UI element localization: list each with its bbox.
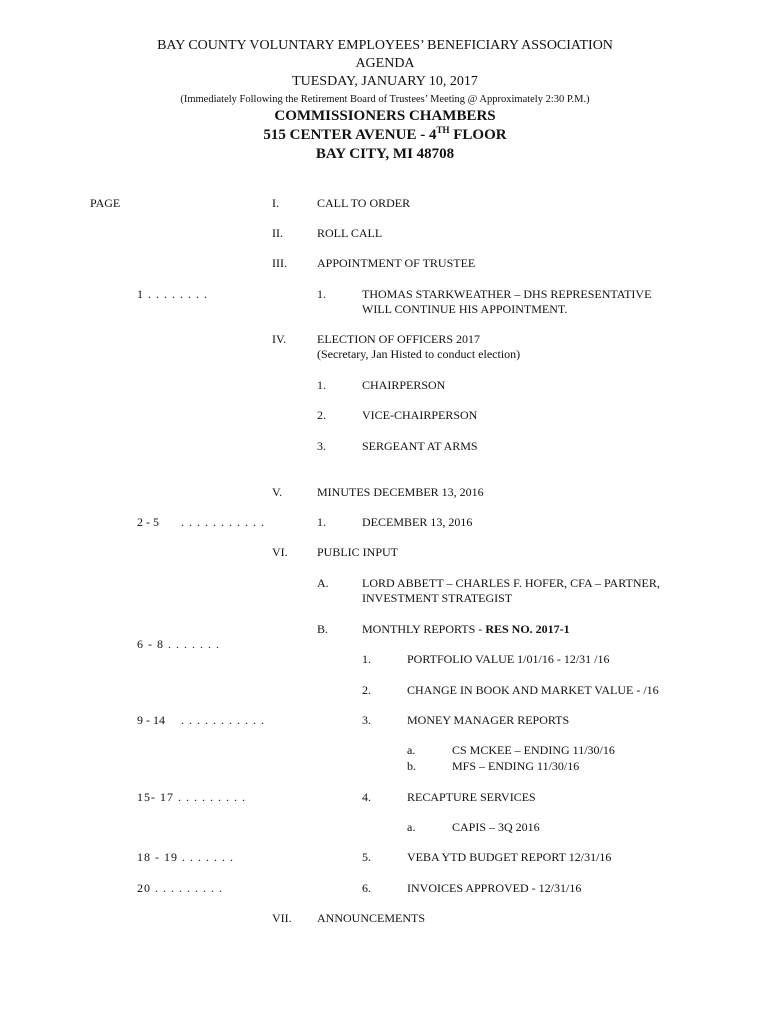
sub-item-text: SERGEANT AT ARMS	[362, 439, 478, 453]
page-ref-dots: . . . . . . . . . . .	[181, 713, 265, 727]
org-title: BAY COUNTY VOLUNTARY EMPLOYEES’ BENEFICIARY ASSOCIATION	[157, 38, 613, 53]
report-sub-text: CS MCKEE – ENDING 11/30/16	[452, 743, 615, 757]
item-text: ANNOUNCEMENTS	[317, 911, 425, 925]
report-text: INVOICES APPROVED - 12/31/16	[407, 881, 582, 895]
page-ref: 18 - 19 . . . . . . .	[137, 850, 234, 864]
report-sub-text: MFS – ENDING 11/30/16	[452, 759, 580, 773]
address-floor: FLOOR	[449, 127, 507, 143]
sub-item-number: 2.	[317, 408, 326, 422]
sub-item-text: THOMAS STARKWEATHER – DHS REPRESENTATIVE	[362, 287, 652, 301]
sub-item-text-cont: INVESTMENT STRATEGIST	[362, 591, 513, 605]
item-text: APPOINTMENT OF TRUSTEE	[317, 256, 476, 270]
agenda-title: AGENDA	[355, 56, 415, 71]
item-number: II.	[272, 226, 283, 240]
address-text: 515 CENTER AVENUE - 4	[263, 127, 437, 143]
page-ref: 15- 17 . . . . . . . . .	[137, 790, 246, 804]
address-sup: TH	[436, 125, 450, 135]
sub-item-text-cont: WILL CONTINUE HIS APPOINTMENT.	[362, 302, 568, 316]
report-text: CHANGE IN BOOK AND MARKET VALUE - /16	[407, 683, 659, 697]
sub-item-number: 1.	[317, 515, 326, 529]
report-sub-text: CAPIS – 3Q 2016	[452, 820, 540, 834]
sub-item-number: 1.	[317, 378, 326, 392]
page-ref: 2 - 5	[137, 515, 159, 529]
report-sub-letter: a.	[407, 820, 416, 834]
item-number: V.	[272, 485, 283, 499]
venue-address	[0, 127, 770, 144]
report-text: VEBA YTD BUDGET REPORT 12/31/16	[407, 850, 612, 864]
page-ref: 6 - 8 . . . . . . .	[137, 637, 220, 651]
sub-item-text: LORD ABBETT – CHARLES F. HOFER, CFA – PARTNER,	[362, 576, 660, 590]
sub-item-number: 3.	[317, 439, 326, 453]
item-number: I.	[272, 196, 279, 210]
page-ref: 1 . . . . . . . .	[137, 287, 208, 301]
report-number: 4.	[362, 790, 371, 804]
venue-title: COMMISSIONERS CHAMBERS	[274, 108, 496, 124]
report-text: PORTFOLIO VALUE 1/01/16 - 12/31 /16	[407, 652, 610, 666]
item-number: IV.	[272, 332, 287, 346]
sub-item-number: B.	[317, 622, 329, 636]
report-number: 2.	[362, 683, 371, 697]
venue-city: BAY CITY, MI 48708	[315, 146, 455, 162]
sub-item-text	[362, 622, 570, 637]
report-text: MONEY MANAGER REPORTS	[407, 713, 570, 727]
item-number: III.	[272, 256, 287, 270]
item-text: ROLL CALL	[317, 226, 383, 240]
page-ref-dots: . . . . . . . . . . .	[181, 515, 265, 529]
report-text: RECAPTURE SERVICES	[407, 790, 536, 804]
item-text: CALL TO ORDER	[317, 196, 411, 210]
report-sub-letter: b.	[407, 759, 416, 773]
meeting-note: (Immediately Following the Retirement Board of Trustees’ Meeting @ Approximately 2:30 P.M.)	[180, 94, 590, 105]
page-column-label: PAGE	[90, 196, 121, 210]
resolution-number: RES NO. 2017-1	[485, 622, 570, 636]
page-ref: 20 . . . . . . . . .	[137, 881, 223, 895]
monthly-reports-label: MONTHLY REPORTS -	[362, 622, 486, 636]
sub-item-number: 1.	[317, 287, 326, 301]
report-number: 1.	[362, 652, 371, 666]
report-number: 6.	[362, 881, 371, 895]
item-note: (Secretary, Jan Histed to conduct election)	[317, 347, 521, 361]
item-text: ELECTION OF OFFICERS 2017	[317, 332, 481, 346]
page-ref: 9 - 14	[137, 713, 165, 727]
report-number: 3.	[362, 713, 371, 727]
report-sub-letter: a.	[407, 743, 416, 757]
sub-item-text: CHAIRPERSON	[362, 378, 446, 392]
item-text: MINUTES DECEMBER 13, 2016	[317, 485, 484, 499]
sub-item-text: DECEMBER 13, 2016	[362, 515, 473, 529]
report-number: 5.	[362, 850, 371, 864]
meeting-date: TUESDAY, JANUARY 10, 2017	[292, 74, 478, 89]
item-number: VI.	[272, 545, 288, 559]
item-text: PUBLIC INPUT	[317, 545, 399, 559]
item-number: VII.	[272, 911, 292, 925]
sub-item-number: A.	[317, 576, 329, 590]
sub-item-text: VICE-CHAIRPERSON	[362, 408, 478, 422]
